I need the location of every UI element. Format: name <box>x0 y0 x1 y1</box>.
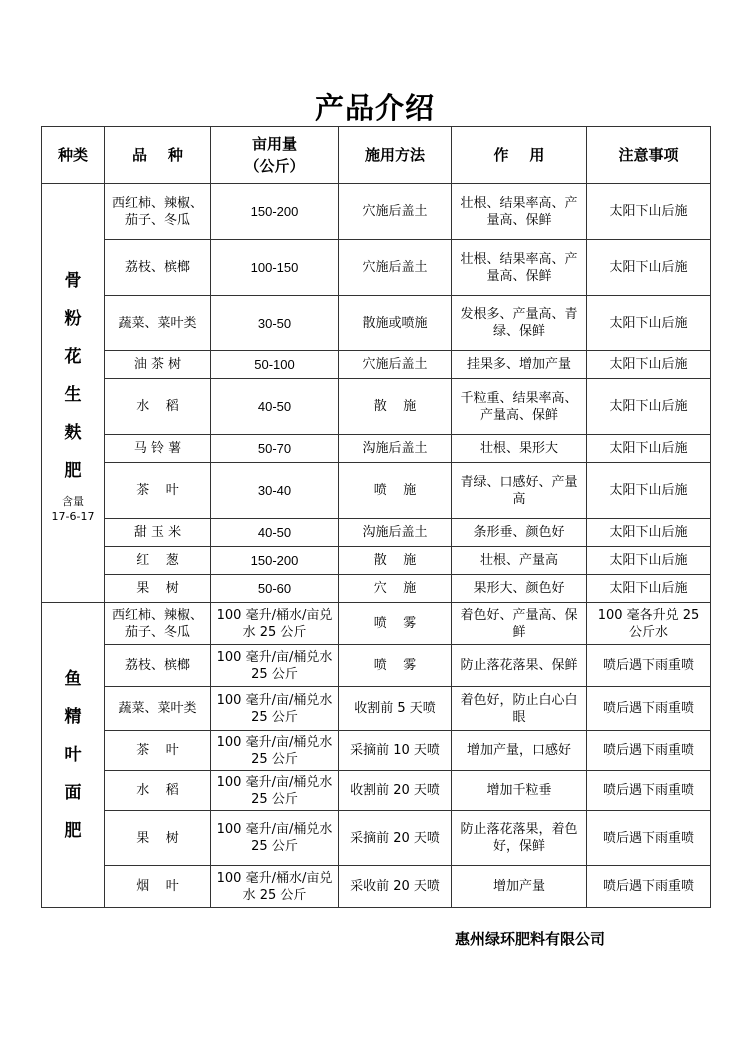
category-char: 骨 <box>64 271 82 291</box>
notes-cell: 太阳下山后施 <box>587 184 711 240</box>
notes-cell: 太阳下山后施 <box>587 575 711 603</box>
effect-cell: 增加千粒垂 <box>452 771 587 811</box>
effect-cell: 增加产量 <box>452 866 587 908</box>
variety-cell: 果 树 <box>105 575 211 603</box>
notes-cell: 太阳下山后施 <box>587 240 711 296</box>
table-row <box>42 351 711 379</box>
method-cell: 喷 雾 <box>339 603 452 645</box>
dosage-cell: 100 毫升/亩/桶兑水 25 公斤 <box>211 811 339 866</box>
dosage-cell: 40-50 <box>211 379 339 435</box>
effect-cell: 防止落花落果、保鲜 <box>452 645 587 687</box>
header-row <box>42 127 711 184</box>
table-row <box>42 435 711 463</box>
effect-cell: 壮根、产量高 <box>452 547 587 575</box>
table-row <box>42 184 711 240</box>
dosage-cell: 50-60 <box>211 575 339 603</box>
page-title: 产品介绍 <box>314 91 435 125</box>
category-char: 麸 <box>64 423 82 443</box>
notes-cell: 太阳下山后施 <box>587 463 711 519</box>
variety-cell: 西红柿、辣椒、茄子、冬瓜 <box>105 184 211 240</box>
dosage-cell: 30-40 <box>211 463 339 519</box>
variety-cell: 茶 叶 <box>105 731 211 771</box>
table-row <box>42 575 711 603</box>
notes-cell: 喷后遇下雨重喷 <box>587 866 711 908</box>
table-body <box>42 184 711 908</box>
method-cell: 穴施后盖土 <box>339 351 452 379</box>
category-char: 肥 <box>64 461 82 481</box>
method-cell: 穴施后盖土 <box>339 240 452 296</box>
dosage-cell: 100 毫升/亩/桶兑水 25 公斤 <box>211 687 339 731</box>
effect-cell: 壮根、果形大 <box>452 435 587 463</box>
variety-cell: 荔枝、槟榔 <box>105 645 211 687</box>
header-notes: 注意事项 <box>587 127 711 184</box>
variety-cell: 荔枝、槟榔 <box>105 240 211 296</box>
dosage-cell: 50-100 <box>211 351 339 379</box>
header-category: 种类 <box>42 127 105 184</box>
category-char: 叶 <box>64 745 82 765</box>
effect-cell: 着色好，防止白心白眼 <box>452 687 587 731</box>
effect-cell: 增加产量，口感好 <box>452 731 587 771</box>
method-cell: 沟施后盖土 <box>339 435 452 463</box>
notes-cell: 太阳下山后施 <box>587 547 711 575</box>
notes-cell: 太阳下山后施 <box>587 296 711 351</box>
method-cell: 收割前 20 天喷 <box>339 771 452 811</box>
method-cell: 穴 施 <box>339 575 452 603</box>
category-char: 粉 <box>64 309 82 329</box>
effect-cell: 发根多、产量高、青绿、保鲜 <box>452 296 587 351</box>
effect-cell: 防止落花落果，着色好，保鲜 <box>452 811 587 866</box>
header-effect: 作 用 <box>452 127 587 184</box>
notes-cell: 喷后遇下雨重喷 <box>587 645 711 687</box>
category-content-note: 含量 17-6-17 <box>51 495 95 523</box>
header-dosage: 亩用量 （公斤） <box>211 127 339 184</box>
table-row <box>42 866 711 908</box>
variety-cell: 果 树 <box>105 811 211 866</box>
effect-cell: 壮根、结果率高、产量高、保鲜 <box>452 184 587 240</box>
variety-cell: 茶 叶 <box>105 463 211 519</box>
variety-cell: 油 茶 树 <box>105 351 211 379</box>
dosage-cell: 100-150 <box>211 240 339 296</box>
category-char: 精 <box>64 707 82 727</box>
effect-cell: 果形大、颜色好 <box>452 575 587 603</box>
effect-cell: 着色好、产量高、保鲜 <box>452 603 587 645</box>
company-name: 惠州绿环肥料有限公司 <box>455 930 606 948</box>
dosage-cell: 100 毫升/桶水/亩兑水 25 公斤 <box>211 866 339 908</box>
variety-cell: 蔬菜、菜叶类 <box>105 296 211 351</box>
variety-cell: 蔬菜、菜叶类 <box>105 687 211 731</box>
product-table <box>41 126 711 908</box>
variety-cell: 水 稻 <box>105 771 211 811</box>
variety-cell: 红 葱 <box>105 547 211 575</box>
effect-cell: 条形垂、颜色好 <box>452 519 587 547</box>
category-char: 花 <box>64 347 82 367</box>
table-row <box>42 379 711 435</box>
table-row <box>42 296 711 351</box>
notes-cell: 太阳下山后施 <box>587 435 711 463</box>
method-cell: 采摘前 20 天喷 <box>339 811 452 866</box>
effect-cell: 青绿、口感好、产量高 <box>452 463 587 519</box>
variety-cell: 水 稻 <box>105 379 211 435</box>
category-char: 鱼 <box>64 669 82 689</box>
category-bone-meal <box>42 184 105 603</box>
notes-cell: 100 毫各升兑 25 公斤水 <box>587 603 711 645</box>
method-cell: 散 施 <box>339 379 452 435</box>
dosage-cell: 100 毫升/亩/桶兑水 25 公斤 <box>211 731 339 771</box>
category-char: 肥 <box>64 821 82 841</box>
effect-cell: 千粒重、结果率高、产量高、保鲜 <box>452 379 587 435</box>
table-row <box>42 240 711 296</box>
method-cell: 散施或喷施 <box>339 296 452 351</box>
category-char: 生 <box>64 385 82 405</box>
dosage-cell: 150-200 <box>211 184 339 240</box>
dosage-cell: 100 毫升/亩/桶兑水 25 公斤 <box>211 645 339 687</box>
method-cell: 收割前 5 天喷 <box>339 687 452 731</box>
notes-cell: 喷后遇下雨重喷 <box>587 811 711 866</box>
table-row <box>42 645 711 687</box>
dosage-cell: 30-50 <box>211 296 339 351</box>
table-row <box>42 519 711 547</box>
variety-cell: 马 铃 薯 <box>105 435 211 463</box>
variety-cell: 甜 玉 米 <box>105 519 211 547</box>
variety-cell: 西红柿、辣椒、茄子、冬瓜 <box>105 603 211 645</box>
table-row <box>42 811 711 866</box>
method-cell: 采收前 20 天喷 <box>339 866 452 908</box>
header-method: 施用方法 <box>339 127 452 184</box>
method-cell: 沟施后盖土 <box>339 519 452 547</box>
notes-cell: 喷后遇下雨重喷 <box>587 687 711 731</box>
header-variety: 品 种 <box>105 127 211 184</box>
effect-cell: 挂果多、增加产量 <box>452 351 587 379</box>
table-row <box>42 603 711 645</box>
method-cell: 散 施 <box>339 547 452 575</box>
notes-cell: 喷后遇下雨重喷 <box>587 731 711 771</box>
method-cell: 喷 雾 <box>339 645 452 687</box>
dosage-cell: 40-50 <box>211 519 339 547</box>
notes-cell: 太阳下山后施 <box>587 379 711 435</box>
method-cell: 采摘前 10 天喷 <box>339 731 452 771</box>
table-row <box>42 687 711 731</box>
effect-cell: 壮根、结果率高、产量高、保鲜 <box>452 240 587 296</box>
table-row <box>42 771 711 811</box>
variety-cell: 烟 叶 <box>105 866 211 908</box>
notes-cell: 喷后遇下雨重喷 <box>587 771 711 811</box>
category-char: 面 <box>64 783 82 803</box>
category-fish-foliar <box>42 603 105 908</box>
table-row <box>42 463 711 519</box>
table-row <box>42 547 711 575</box>
notes-cell: 太阳下山后施 <box>587 351 711 379</box>
dosage-cell: 100 毫升/桶水/亩兑水 25 公斤 <box>211 603 339 645</box>
dosage-cell: 150-200 <box>211 547 339 575</box>
dosage-cell: 100 毫升/亩/桶兑水 25 公斤 <box>211 771 339 811</box>
dosage-cell: 50-70 <box>211 435 339 463</box>
method-cell: 喷 施 <box>339 463 452 519</box>
method-cell: 穴施后盖土 <box>339 184 452 240</box>
notes-cell: 太阳下山后施 <box>587 519 711 547</box>
table-row <box>42 731 711 771</box>
